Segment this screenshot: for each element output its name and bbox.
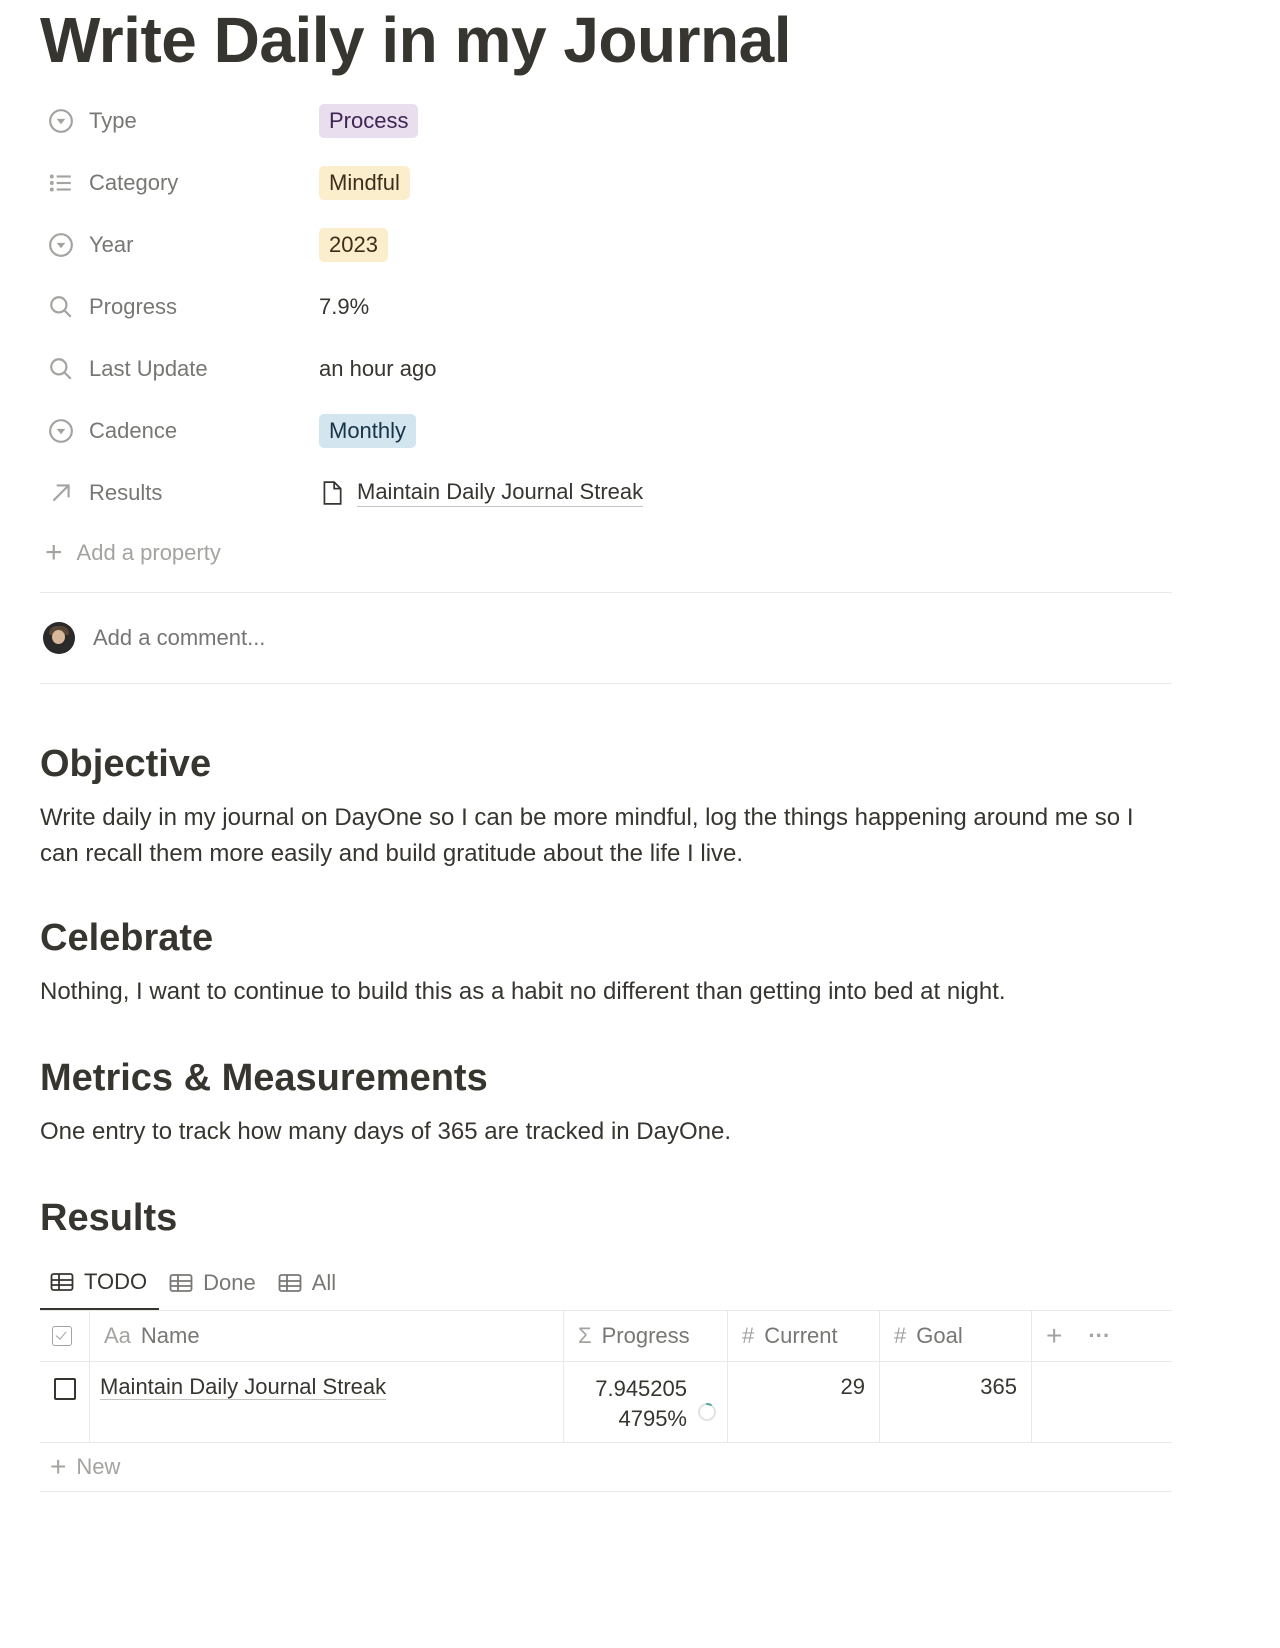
add-column-icon[interactable]: + xyxy=(1046,1320,1063,1351)
tag-monthly[interactable]: Monthly xyxy=(319,414,416,448)
table-row[interactable] xyxy=(40,1362,1172,1443)
tab-todo[interactable] xyxy=(40,1256,159,1310)
search-icon xyxy=(47,355,75,383)
checkbox-icon xyxy=(52,1326,72,1346)
row-name[interactable]: Maintain Daily Journal Streak xyxy=(100,1374,387,1399)
tag-process[interactable]: Process xyxy=(319,104,418,138)
more-icon[interactable]: ··· xyxy=(1088,1323,1111,1348)
tag-mindful[interactable]: Mindful xyxy=(319,166,410,200)
table-icon xyxy=(278,1273,302,1293)
add-property-button[interactable] xyxy=(40,524,1172,582)
list-icon xyxy=(47,169,75,197)
results-link-label[interactable]: Maintain Daily Journal Streak xyxy=(357,479,643,507)
header-goal[interactable]: # Goal xyxy=(880,1311,1032,1361)
row-goal: 365 xyxy=(880,1362,1032,1442)
select-icon xyxy=(47,107,75,135)
tab-label: TODO xyxy=(84,1269,148,1294)
row-checkbox[interactable] xyxy=(54,1378,76,1400)
select-icon xyxy=(47,231,75,259)
plus-icon: + xyxy=(50,1451,67,1482)
progress-line-2: 4795% xyxy=(618,1406,687,1431)
avatar xyxy=(43,622,75,654)
page xyxy=(40,0,1172,1492)
tab-done[interactable] xyxy=(159,1256,268,1310)
property-label: Category xyxy=(89,170,179,195)
progress-line-1: 7.945205 xyxy=(595,1376,687,1401)
property-label: Year xyxy=(89,232,134,257)
new-row-button[interactable] xyxy=(40,1443,1172,1492)
progress-ring-icon xyxy=(697,1402,717,1422)
relation-arrow-icon xyxy=(47,479,75,507)
header-name[interactable]: Aa Name xyxy=(90,1311,564,1361)
metrics-text: One entry to track how many days of 365 are tracked in DayOne. xyxy=(40,1118,732,1145)
property-label: Cadence xyxy=(89,418,178,443)
table-icon xyxy=(169,1273,193,1293)
table-header xyxy=(40,1311,1172,1362)
objective-text: Write daily in my journal on DayOne so I can be more mindful, log the things happening around me so I can recall them more easily and build gratitude about the life I live. xyxy=(40,804,1134,867)
property-progress[interactable] xyxy=(40,276,1172,338)
heading-celebrate: Celebrate xyxy=(40,917,214,959)
property-label: Progress xyxy=(89,294,178,319)
property-cadence[interactable] xyxy=(40,400,1172,462)
property-category[interactable] xyxy=(40,152,1172,214)
property-label: Type xyxy=(89,108,137,133)
last-update-value: an hour ago xyxy=(319,356,437,381)
progress-value: 7.9% xyxy=(319,294,370,319)
comment-input[interactable] xyxy=(93,625,693,651)
header-checkbox[interactable] xyxy=(40,1311,90,1361)
divider xyxy=(40,683,1172,684)
new-row-label: New xyxy=(76,1454,121,1479)
heading-objective: Objective xyxy=(40,743,212,785)
heading-results: Results xyxy=(40,1197,178,1239)
results-link[interactable] xyxy=(319,479,643,507)
formula-icon: Σ xyxy=(578,1323,592,1348)
number-icon: # xyxy=(894,1323,907,1348)
results-table xyxy=(40,1311,1172,1492)
search-icon xyxy=(47,293,75,321)
table-icon xyxy=(50,1272,74,1292)
tag-year[interactable]: 2023 xyxy=(319,228,388,262)
header-current[interactable]: # Current xyxy=(728,1311,880,1361)
properties xyxy=(40,90,1172,582)
property-label: Last Update xyxy=(89,356,208,381)
property-last-update[interactable] xyxy=(40,338,1172,400)
property-type[interactable] xyxy=(40,90,1172,152)
page-icon xyxy=(319,480,345,506)
page-title[interactable]: Write Daily in my Journal xyxy=(40,4,791,76)
view-tabs xyxy=(40,1254,1172,1311)
add-property-label: Add a property xyxy=(76,540,221,565)
row-progress xyxy=(564,1362,728,1442)
number-icon: # xyxy=(742,1323,755,1348)
header-actions xyxy=(1032,1311,1172,1361)
property-label: Results xyxy=(89,480,163,505)
tab-all[interactable] xyxy=(268,1256,348,1310)
property-year[interactable] xyxy=(40,214,1172,276)
property-results[interactable] xyxy=(40,462,1172,524)
tab-label: All xyxy=(311,1270,337,1295)
heading-metrics: Metrics & Measurements xyxy=(40,1057,488,1099)
row-current: 29 xyxy=(728,1362,880,1442)
select-icon xyxy=(47,417,75,445)
comment-bar xyxy=(40,593,1172,683)
plus-icon: + xyxy=(45,536,63,569)
text-type-icon: Aa xyxy=(104,1323,131,1348)
header-progress[interactable]: Σ Progress xyxy=(564,1311,728,1361)
tab-label: Done xyxy=(203,1270,256,1295)
celebrate-text: Nothing, I want to continue to build this as a habit no different than getting into bed at night. xyxy=(40,978,1006,1005)
